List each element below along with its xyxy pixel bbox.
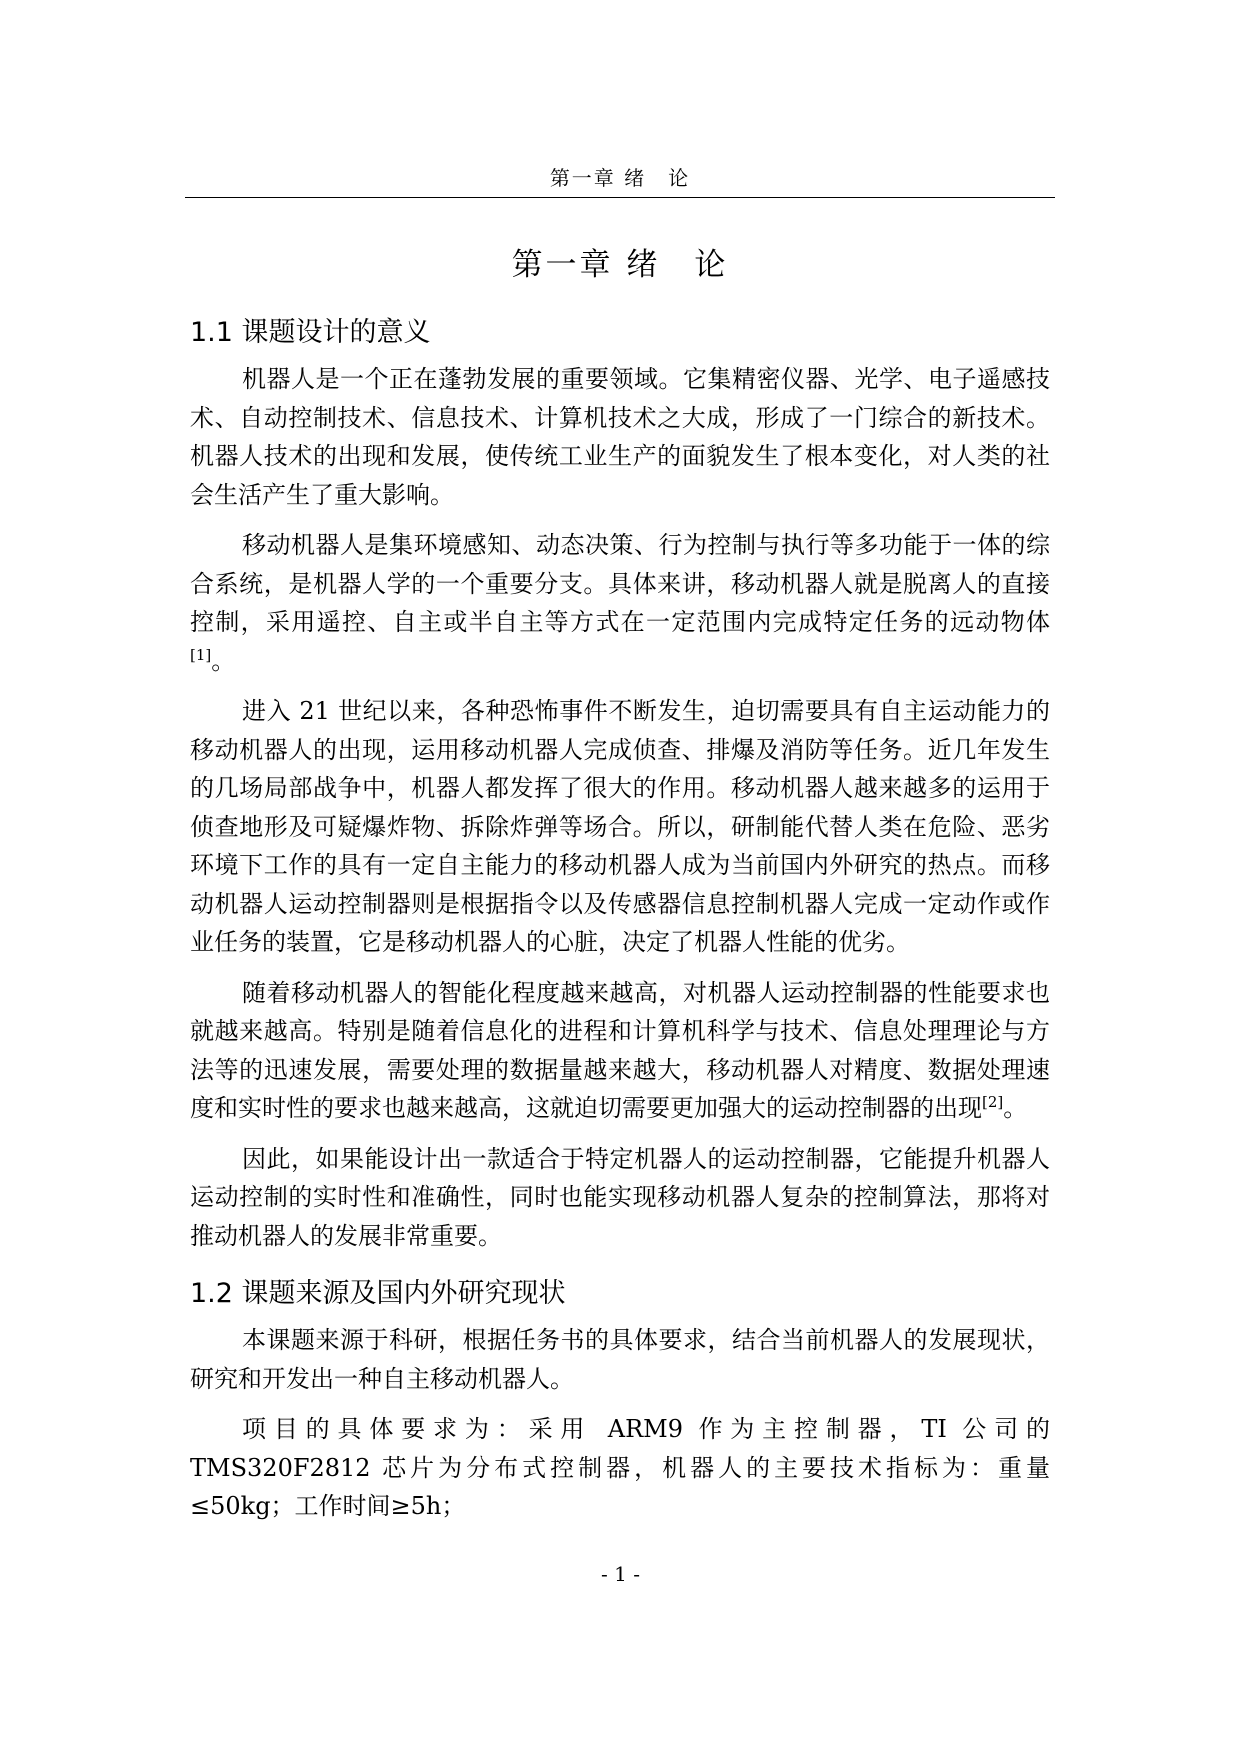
- section-heading-1-2: 1.2 课题来源及国内外研究现状: [190, 1278, 566, 1309]
- paragraph: [190, 360, 1050, 514]
- paragraph-tail: 。: [1003, 1094, 1028, 1122]
- paragraph: [190, 1410, 1050, 1526]
- running-header: 第一章 绪 论: [549, 166, 691, 190]
- paragraph-text: 进入 21 世纪以来，各种恐怖事件不断发生，迫切需要具有自主运动能力的移动机器人的出现，运用移动机器人完成侦查、排爆及消防等任务。近几年发生的几场局部战争中，机器人都发挥了很大的作用。移动机器人越来越多的运用于侦查地形及可疑爆炸物、拆除炸弹等场合。所以，研制能代替人类在危险、恶劣环境下工作的具有一定自主能力的移动机器人成为当前国内外研究的热点。而移动机器人运动控制器则是根据指令以及传感器信息控制机器人完成一定动作或作业任务的装置，它是移动机器人的心脏，决定了机器人性能的优劣。: [190, 697, 1050, 956]
- paragraph: [190, 1321, 1050, 1398]
- paragraph: [190, 1140, 1050, 1256]
- paragraph-tail: 。: [211, 646, 236, 675]
- paragraph: [190, 526, 1050, 680]
- section-heading-1-1: 1.1 课题设计的意义: [190, 317, 431, 348]
- paragraph-text: 本课题来源于科研，根据任务书的具体要求，结合当前机器人的发展现状，研究和开发出一种自主移动机器人。: [190, 1326, 1050, 1393]
- paragraph: [190, 692, 1050, 962]
- chapter-title: 第一章 绪 论: [511, 247, 729, 283]
- paragraph-text: 项目的具体要求为：采用 ARM9 作为主控制器，TI 公司的 TMS320F2812 芯片为分布式控制器，机器人的主要技术指标为：重量≤50kg；工作时间≥5h；: [190, 1415, 1050, 1520]
- paragraph-text: 随着移动机器人的智能化程度越来越高，对机器人运动控制器的性能要求也就越来越高。特别是随着信息化的进程和计算机科学与技术、信息处理理论与方法等的迅速发展，需要处理的数据量越来越大，移动机器人对精度、数据处理速度和实时性的要求也越来越高，这就迫切需要更加强大的运动控制器的出现: [190, 978, 1050, 1122]
- paragraph-text: 机器人是一个正在蓬勃发展的重要领域。它集精密仪器、光学、电子遥感技术、自动控制技术、信息技术、计算机技术之大成，形成了一门综合的新技术。机器人技术的出现和发展，使传统工业生产的面貌发生了根本变化，对人类的社会生活产生了重大影响。: [190, 365, 1050, 509]
- header-rule: [185, 197, 1055, 198]
- citation-ref: [1]: [190, 645, 212, 664]
- page-number: - 1 -: [601, 1562, 640, 1586]
- paragraph-text: 移动机器人是集环境感知、动态决策、行为控制与执行等多功能于一体的综合系统，是机器人学的一个重要分支。具体来讲，移动机器人就是脱离人的直接控制，采用遥控、自主或半自主等方式在一定范围内完成特定任务的远动物体: [190, 531, 1050, 636]
- body-content: [190, 240, 1050, 1538]
- citation-ref: [2]: [982, 1093, 1004, 1111]
- paragraph-text: 因此，如果能设计出一款适合于特定机器人的运动控制器，它能提升机器人运动控制的实时性和准确性，同时也能实现移动机器人复杂的控制算法，那将对推动机器人的发展非常重要。: [190, 1144, 1050, 1250]
- paragraph: [190, 974, 1050, 1128]
